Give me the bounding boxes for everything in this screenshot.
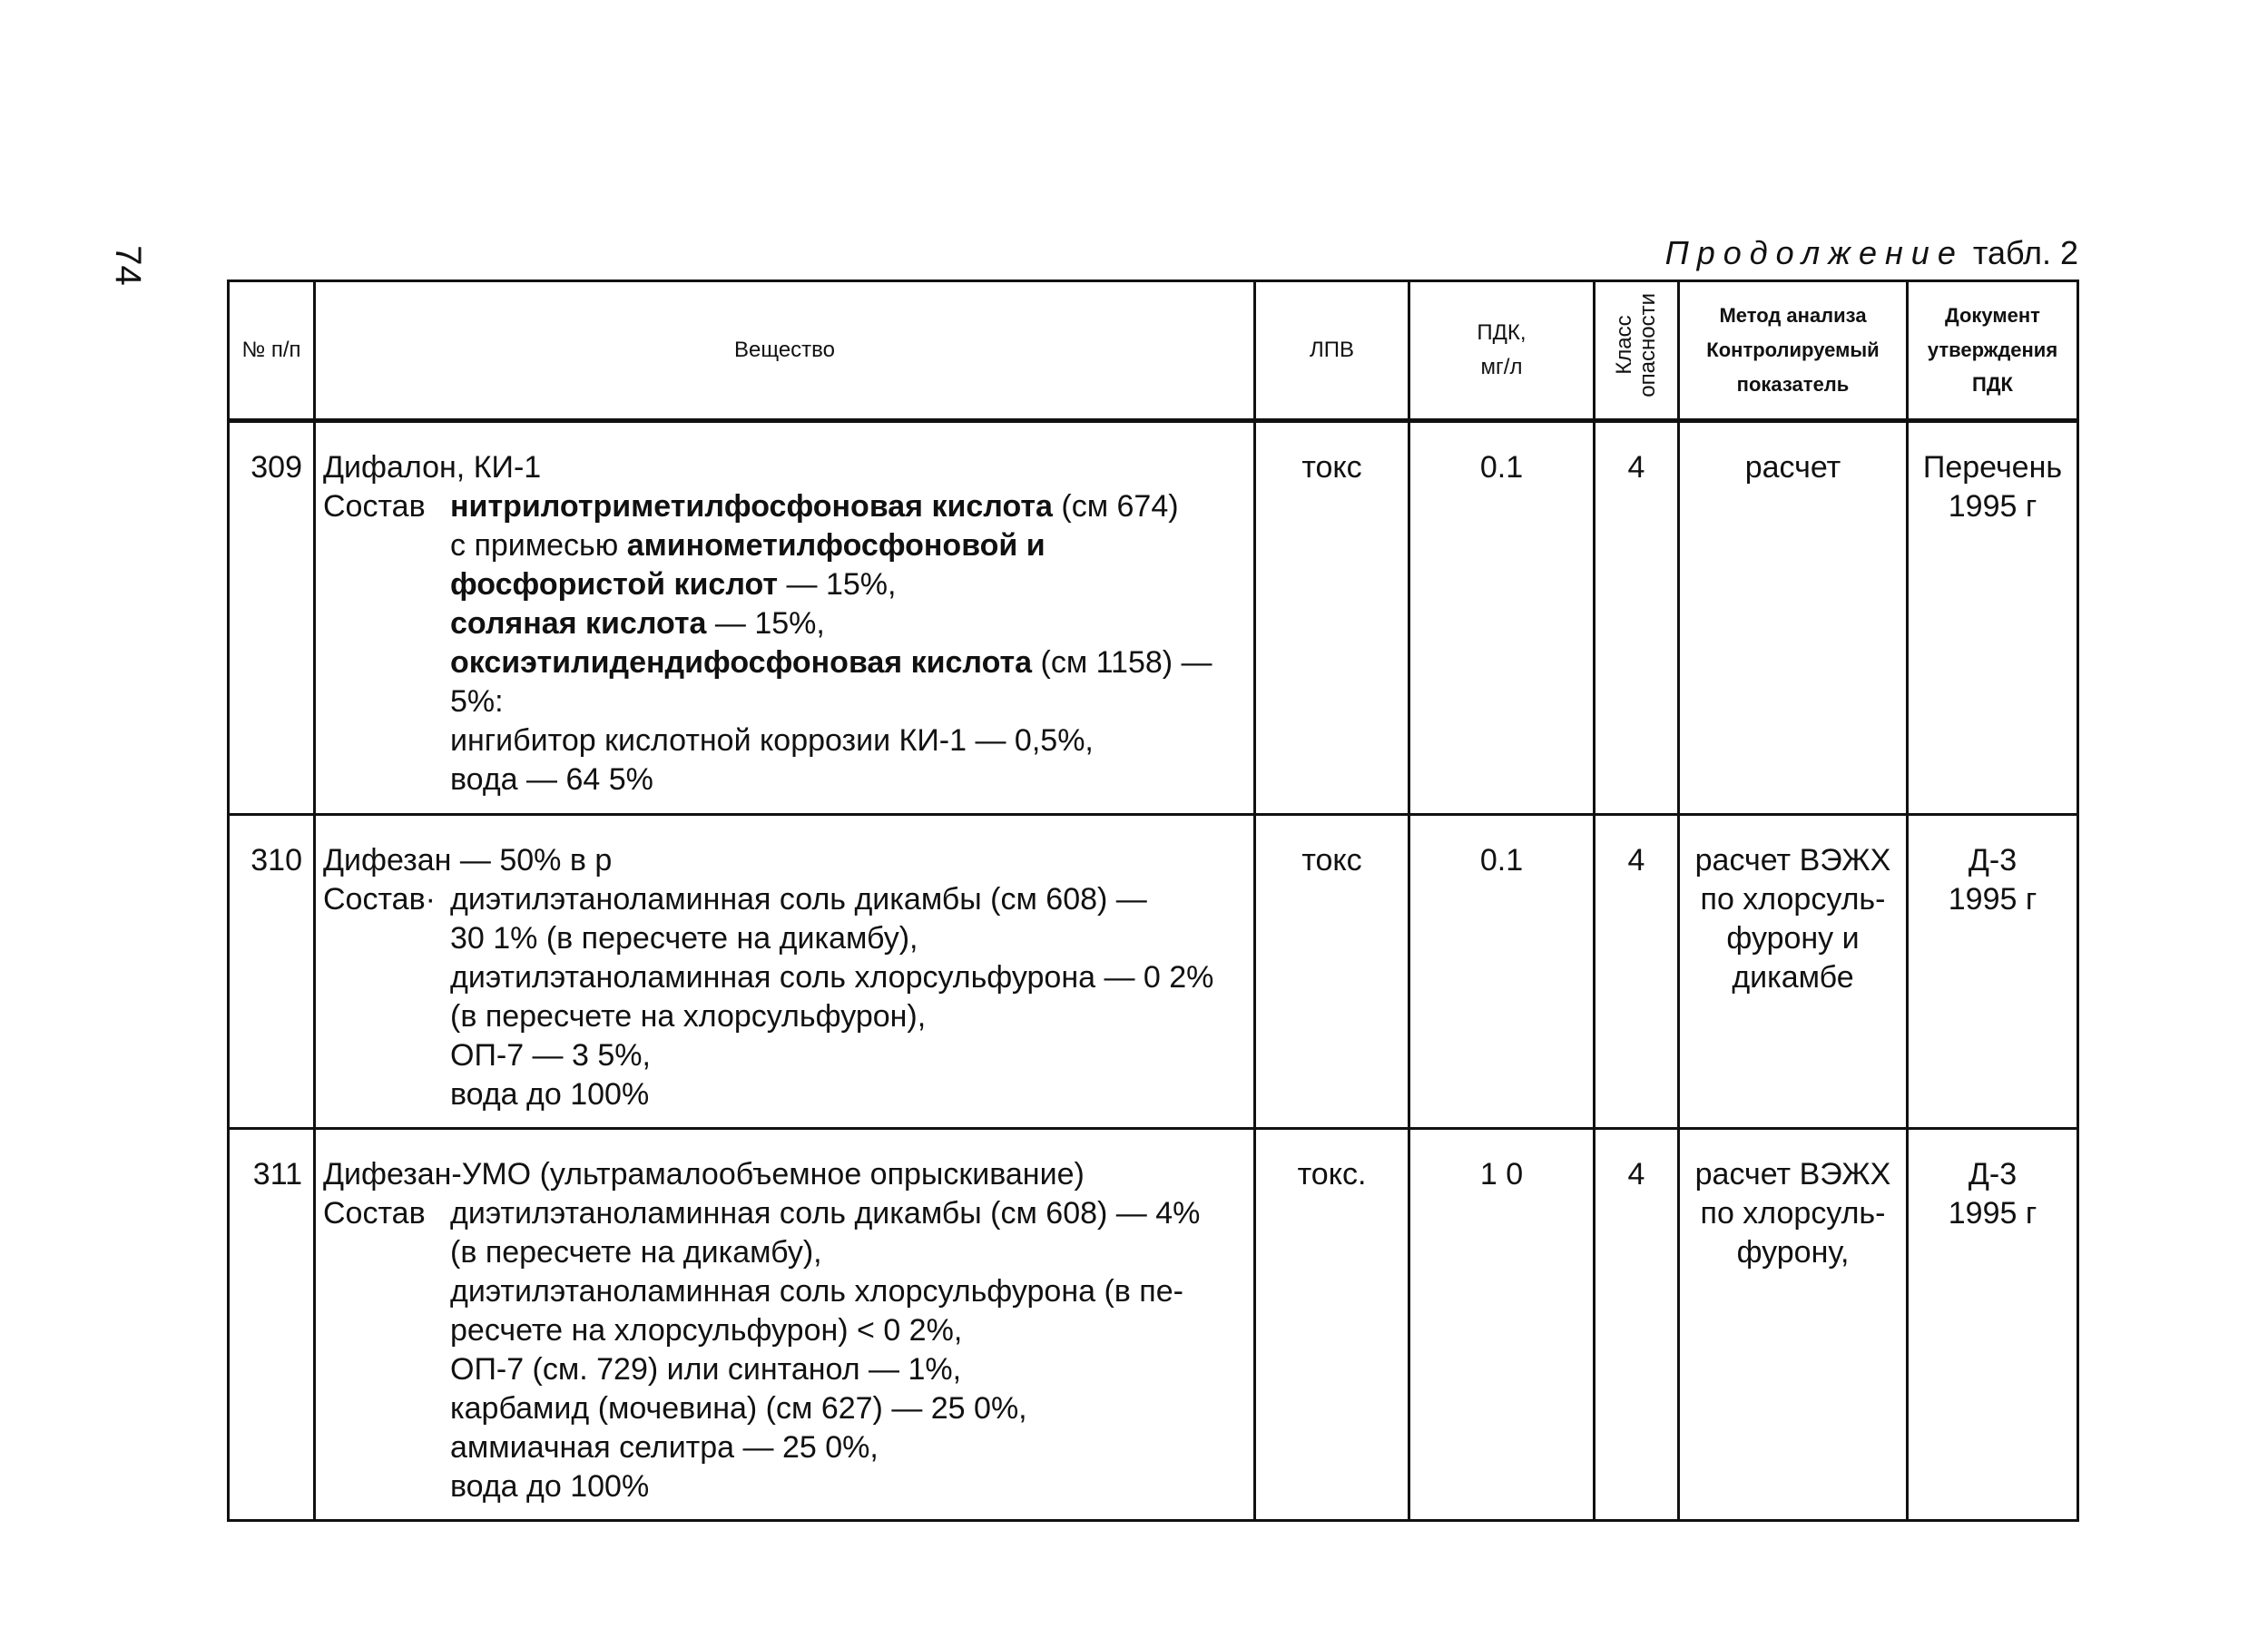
composition-line: ресчете на хлорсульфурон) < 0 2%,	[450, 1313, 963, 1348]
document-cell: Д-3 1995 г	[1908, 1129, 2078, 1521]
continuation-table-ref: табл. 2	[1972, 234, 2078, 271]
table-row	[229, 815, 2078, 1129]
row-number: 310	[229, 815, 315, 1129]
document-cell: Перечень 1995 г	[1908, 421, 2078, 815]
composition-line: аммиачная селитра — 25 0%,	[450, 1430, 879, 1465]
substance-table	[227, 280, 2079, 1522]
composition-line: с примесью аминометилфосфоновой и	[450, 528, 1046, 563]
header-substance: Вещество	[315, 281, 1255, 421]
row-number: 311	[229, 1129, 315, 1521]
substance-name: Дифалон, КИ-1	[323, 450, 542, 485]
composition-line: 5%:	[450, 684, 504, 719]
composition-line: (в пересчете на хлорсульфурон),	[450, 999, 927, 1034]
substance-cell	[315, 421, 1255, 815]
method-cell: расчет ВЭЖХ по хлорсуль- фурону и дикамбе	[1679, 815, 1908, 1129]
composition-line: ОП-7 — 3 5%,	[450, 1038, 651, 1073]
page-number: 74	[107, 245, 148, 286]
header-row	[229, 281, 2078, 421]
composition-line: соляная кислота — 15%,	[450, 606, 825, 641]
table-row	[229, 421, 2078, 815]
header-num: № п/п	[229, 281, 315, 421]
hazard-class-cell: 4	[1595, 815, 1679, 1129]
table-continuation-caption	[1665, 234, 2078, 272]
pdk-cell: 0.1	[1409, 421, 1595, 815]
composition-line: Состав диэтилэтаноламинная соль дикамбы (см 608) — 4%	[323, 1196, 1201, 1231]
lpv-cell: токс.	[1255, 1129, 1409, 1521]
hazard-class-cell: 4	[1595, 421, 1679, 815]
composition-line: 30 1% (в пересчете на дикамбу),	[450, 921, 918, 956]
composition-line: Состав· диэтилэтаноламинная соль дикамбы (см 608) —	[323, 882, 1147, 917]
table-row	[229, 1129, 2078, 1521]
composition-line: карбамид (мочевина) (см 627) — 25 0%,	[450, 1391, 1027, 1426]
header-pdk: ПДК, мг/л	[1409, 281, 1595, 421]
substance-name: Дифезан-УМО (ультрамалообъемное опрыскивание)	[323, 1157, 1085, 1192]
continuation-word: Продолжение	[1664, 234, 1964, 271]
header-document: Документ утверждения ПДК	[1908, 281, 2078, 421]
composition-line: (в пересчете на дикамбу),	[450, 1235, 822, 1270]
composition-line: ингибитор кислотной коррозии КИ-1 — 0,5%,	[450, 723, 1094, 758]
header-lpv: ЛПВ	[1255, 281, 1409, 421]
method-cell: расчет ВЭЖХ по хлорсуль- фурону,	[1679, 1129, 1908, 1521]
composition-line: фосфористой кислот — 15%,	[450, 567, 897, 602]
pdk-cell: 1 0	[1409, 1129, 1595, 1521]
substance-name: Дифезан — 50% в р	[323, 843, 613, 878]
composition-line: Состав нитрилотриметилфосфоновая кислота (см 674)	[323, 489, 1179, 524]
row-number: 309	[229, 421, 315, 815]
lpv-cell: токс	[1255, 815, 1409, 1129]
pdk-cell: 0.1	[1409, 815, 1595, 1129]
composition-line: вода до 100%	[450, 1469, 650, 1504]
document-cell: Д-3 1995 г	[1908, 815, 2078, 1129]
composition-line: ОП-7 (см. 729) или синтанол — 1%,	[450, 1352, 962, 1387]
header-hazard-class: Класс опасности	[1595, 281, 1679, 421]
hazard-class-cell: 4	[1595, 1129, 1679, 1521]
header-method: Метод анализа Контролируемый показатель	[1679, 281, 1908, 421]
composition-line: вода — 64 5%	[450, 762, 653, 797]
substance-cell	[315, 1129, 1255, 1521]
composition-line: оксиэтилидендифосфоновая кислота (см 1158) —	[450, 645, 1213, 680]
composition-line: диэтилэтаноламинная соль хлорсульфурона (в пе-	[450, 1274, 1183, 1309]
method-cell: расчет	[1679, 421, 1908, 815]
lpv-cell: токс	[1255, 421, 1409, 815]
composition-line: вода до 100%	[450, 1077, 650, 1112]
composition-line: диэтилэтаноламинная соль хлорсульфурона — 0 2%	[450, 960, 1214, 995]
substance-cell	[315, 815, 1255, 1129]
